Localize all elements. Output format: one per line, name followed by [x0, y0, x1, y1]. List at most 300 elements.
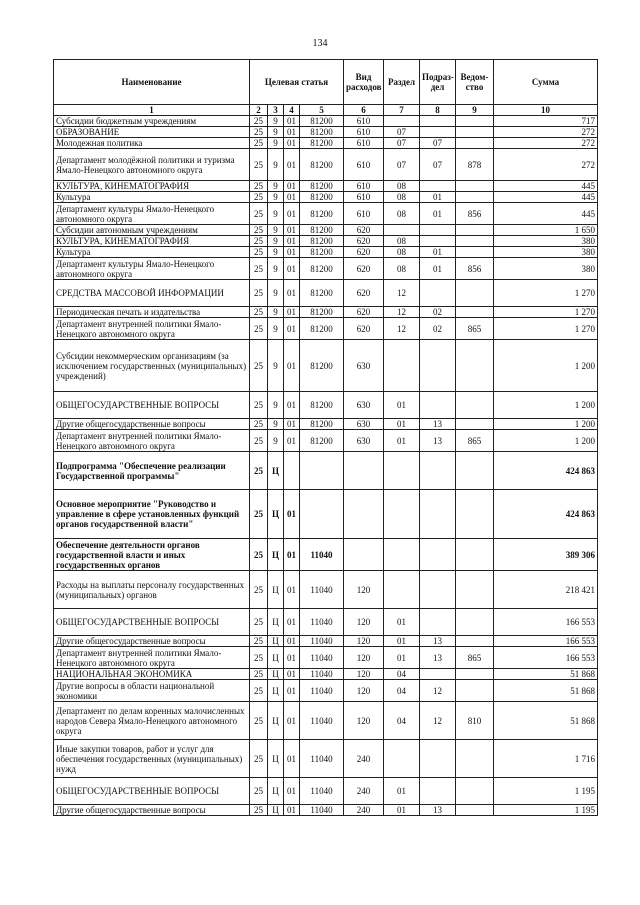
row-direction: 11040 — [300, 778, 344, 805]
row-department — [456, 539, 494, 571]
row-sum: 272 — [494, 138, 598, 149]
row-department — [456, 247, 494, 258]
row-name: Департамент культуры Ямало-Ненецкого автономного округа — [54, 203, 250, 225]
row-department — [456, 669, 494, 680]
table-row — [54, 609, 598, 636]
row-program: 25 — [250, 647, 268, 669]
row-department — [456, 805, 494, 816]
row-subprogram: 9 — [268, 258, 284, 280]
row-direction: 81200 — [300, 225, 344, 236]
table-row — [54, 192, 598, 203]
row-sum: 445 — [494, 192, 598, 203]
row-subprogram: Ц — [268, 680, 284, 702]
row-expense-type: 120 — [344, 680, 384, 702]
row-direction: 81200 — [300, 127, 344, 138]
row-expense-type: 620 — [344, 225, 384, 236]
row-section: 01 — [384, 636, 420, 647]
row-name: ОБЩЕГОСУДАРСТВЕННЫЕ ВОПРОСЫ — [54, 392, 250, 419]
row-sum: 380 — [494, 236, 598, 247]
row-expense-type: 630 — [344, 340, 384, 392]
row-section: 08 — [384, 236, 420, 247]
row-event: 01 — [284, 392, 300, 419]
table-row — [54, 702, 598, 740]
row-sum: 445 — [494, 181, 598, 192]
row-name: Периодическая печать и издательства — [54, 307, 250, 318]
row-name: Культура — [54, 247, 250, 258]
row-name: Подпрограмма "Обеспечение реализации Государственной программы" — [54, 452, 250, 490]
row-program: 25 — [250, 430, 268, 452]
row-direction: 81200 — [300, 280, 344, 307]
row-name: Иные закупки товаров, работ и услуг для обеспечения государственных (муниципальных) нужд — [54, 740, 250, 778]
row-sum: 1 650 — [494, 225, 598, 236]
row-name: Субсидии бюджетным учреждениям — [54, 116, 250, 127]
table-row — [54, 680, 598, 702]
row-section — [384, 340, 420, 392]
row-name: Основное мероприятие "Руководство и управление в сфере установленных функций органов государственной власти" — [54, 490, 250, 539]
row-subsection — [420, 127, 456, 138]
table-row — [54, 127, 598, 138]
table-row — [54, 340, 598, 392]
row-department — [456, 236, 494, 247]
row-name: КУЛЬТУРА, КИНЕМАТОГРАФИЯ — [54, 181, 250, 192]
row-department — [456, 680, 494, 702]
row-subprogram: 9 — [268, 225, 284, 236]
row-sum: 1 270 — [494, 280, 598, 307]
row-subsection — [420, 116, 456, 127]
row-expense-type: 630 — [344, 392, 384, 419]
table-row — [54, 181, 598, 192]
row-name: Департамент внутренней политики Ямало-Ненецкого автономного округа — [54, 430, 250, 452]
row-name: Департамент молодёжной политики и туризма Ямало-Ненецкого автономного округа — [54, 149, 250, 181]
row-direction: 81200 — [300, 307, 344, 318]
row-subsection — [420, 280, 456, 307]
row-event: 01 — [284, 340, 300, 392]
row-program: 25 — [250, 805, 268, 816]
row-sum: 272 — [494, 127, 598, 138]
row-expense-type: 620 — [344, 247, 384, 258]
row-program: 25 — [250, 138, 268, 149]
row-expense-type: 610 — [344, 149, 384, 181]
row-program: 25 — [250, 181, 268, 192]
row-subprogram: Ц — [268, 609, 284, 636]
row-subprogram: 9 — [268, 392, 284, 419]
row-section: 01 — [384, 778, 420, 805]
row-program: 25 — [250, 490, 268, 539]
row-subsection — [420, 609, 456, 636]
row-event: 01 — [284, 539, 300, 571]
row-event: 01 — [284, 647, 300, 669]
row-direction: 11040 — [300, 636, 344, 647]
table-row — [54, 571, 598, 609]
table-row — [54, 116, 598, 127]
row-direction: 11040 — [300, 805, 344, 816]
row-event: 01 — [284, 138, 300, 149]
row-name: КУЛЬТУРА, КИНЕМАТОГРАФИЯ — [54, 236, 250, 247]
row-expense-type — [344, 490, 384, 539]
row-program: 25 — [250, 340, 268, 392]
row-program: 25 — [250, 116, 268, 127]
row-sum: 51 868 — [494, 669, 598, 680]
row-section: 07 — [384, 149, 420, 181]
row-event: 01 — [284, 430, 300, 452]
row-event: 01 — [284, 680, 300, 702]
row-name: Другие вопросы в области национальной экономики — [54, 680, 250, 702]
row-subsection — [420, 340, 456, 392]
row-subprogram: Ц — [268, 740, 284, 778]
row-section: 07 — [384, 138, 420, 149]
row-expense-type: 240 — [344, 740, 384, 778]
row-event: 01 — [284, 247, 300, 258]
row-direction: 81200 — [300, 138, 344, 149]
row-program: 25 — [250, 307, 268, 318]
row-expense-type — [344, 452, 384, 490]
row-subprogram: 9 — [268, 138, 284, 149]
row-expense-type: 240 — [344, 805, 384, 816]
row-name: Другие общегосударственные вопросы — [54, 636, 250, 647]
row-section — [384, 490, 420, 539]
row-event: 01 — [284, 116, 300, 127]
row-section: 04 — [384, 702, 420, 740]
row-section: 04 — [384, 669, 420, 680]
row-expense-type: 620 — [344, 307, 384, 318]
column-number: 10 — [494, 105, 598, 116]
table-row — [54, 452, 598, 490]
header-name: Наименование — [54, 60, 250, 105]
table-row — [54, 636, 598, 647]
row-name: Молодежная политика — [54, 138, 250, 149]
column-number: 4 — [284, 105, 300, 116]
row-program: 25 — [250, 419, 268, 430]
row-section — [384, 571, 420, 609]
row-department — [456, 571, 494, 609]
row-program: 25 — [250, 702, 268, 740]
row-section: 01 — [384, 392, 420, 419]
row-section: 08 — [384, 192, 420, 203]
row-section: 12 — [384, 280, 420, 307]
header-subsection: Подраз-дел — [420, 60, 456, 105]
table-body — [54, 116, 598, 816]
row-subprogram: 9 — [268, 181, 284, 192]
row-department — [456, 307, 494, 318]
table-row — [54, 392, 598, 419]
row-subprogram: 9 — [268, 247, 284, 258]
column-number: 7 — [384, 105, 420, 116]
row-section: 08 — [384, 247, 420, 258]
row-name: СРЕДСТВА МАССОВОЙ ИНФОРМАЦИИ — [54, 280, 250, 307]
row-expense-type: 630 — [344, 419, 384, 430]
row-department — [456, 452, 494, 490]
row-sum: 1 195 — [494, 778, 598, 805]
row-sum: 51 868 — [494, 702, 598, 740]
row-subsection: 02 — [420, 318, 456, 340]
row-subsection — [420, 392, 456, 419]
row-sum: 424 863 — [494, 452, 598, 490]
row-name: Другие общегосударственные вопросы — [54, 805, 250, 816]
row-subsection — [420, 490, 456, 539]
row-section: 08 — [384, 203, 420, 225]
row-department: 856 — [456, 258, 494, 280]
row-subprogram: Ц — [268, 702, 284, 740]
row-expense-type: 610 — [344, 192, 384, 203]
row-department: 865 — [456, 430, 494, 452]
row-department — [456, 419, 494, 430]
row-direction: 81200 — [300, 258, 344, 280]
row-subsection: 01 — [420, 258, 456, 280]
row-subprogram: 9 — [268, 192, 284, 203]
table-row — [54, 203, 598, 225]
header-expense-type: Вид расходов — [344, 60, 384, 105]
row-subprogram: 9 — [268, 236, 284, 247]
header-section: Раздел — [384, 60, 420, 105]
row-subsection — [420, 669, 456, 680]
column-number: 1 — [54, 105, 250, 116]
row-program: 25 — [250, 609, 268, 636]
page-number: 134 — [312, 38, 328, 49]
row-sum: 1 270 — [494, 307, 598, 318]
row-direction: 81200 — [300, 116, 344, 127]
row-subprogram: Ц — [268, 539, 284, 571]
row-sum: 1 200 — [494, 419, 598, 430]
row-section: 12 — [384, 318, 420, 340]
table-row — [54, 419, 598, 430]
row-expense-type: 610 — [344, 181, 384, 192]
row-section: 07 — [384, 127, 420, 138]
table-row — [54, 539, 598, 571]
row-section: 12 — [384, 307, 420, 318]
row-program: 25 — [250, 192, 268, 203]
row-name: ОБЩЕГОСУДАРСТВЕННЫЕ ВОПРОСЫ — [54, 609, 250, 636]
row-name: Обеспечение деятельности органов государственной власти и иных государственных органов — [54, 539, 250, 571]
row-section: 01 — [384, 430, 420, 452]
row-event: 01 — [284, 702, 300, 740]
row-direction: 81200 — [300, 318, 344, 340]
row-direction: 81200 — [300, 392, 344, 419]
table-row — [54, 318, 598, 340]
row-department — [456, 609, 494, 636]
row-direction: 11040 — [300, 740, 344, 778]
row-department — [456, 138, 494, 149]
row-event: 01 — [284, 571, 300, 609]
row-subsection: 12 — [420, 680, 456, 702]
row-name: Культура — [54, 192, 250, 203]
row-program: 25 — [250, 740, 268, 778]
row-subprogram: 9 — [268, 340, 284, 392]
row-event: 01 — [284, 203, 300, 225]
table-row — [54, 258, 598, 280]
column-number: 9 — [456, 105, 494, 116]
row-subprogram: Ц — [268, 452, 284, 490]
row-direction — [300, 490, 344, 539]
row-event: 01 — [284, 669, 300, 680]
row-event: 01 — [284, 181, 300, 192]
row-department: 856 — [456, 203, 494, 225]
row-sum: 1 200 — [494, 392, 598, 419]
row-program: 25 — [250, 236, 268, 247]
row-program: 25 — [250, 149, 268, 181]
row-subsection: 13 — [420, 805, 456, 816]
row-name: Субсидии автономным учреждениям — [54, 225, 250, 236]
row-direction: 81200 — [300, 430, 344, 452]
row-program: 25 — [250, 280, 268, 307]
header-target-article: Целевая статья — [250, 60, 344, 105]
row-expense-type: 120 — [344, 636, 384, 647]
row-sum: 424 863 — [494, 490, 598, 539]
row-section — [384, 740, 420, 778]
row-section: 08 — [384, 181, 420, 192]
row-direction: 11040 — [300, 647, 344, 669]
row-event: 01 — [284, 127, 300, 138]
row-name: Департамент внутренней политики Ямало-Ненецкого автономного округа — [54, 647, 250, 669]
row-event: 01 — [284, 419, 300, 430]
row-name: Субсидии некоммерческим организациям (за исключением государственных (муниципальных) учреждений) — [54, 340, 250, 392]
row-subprogram: Ц — [268, 571, 284, 609]
row-expense-type — [344, 539, 384, 571]
table-row — [54, 669, 598, 680]
row-direction: 81200 — [300, 192, 344, 203]
row-expense-type: 120 — [344, 669, 384, 680]
row-direction: 81200 — [300, 340, 344, 392]
row-subsection: 13 — [420, 647, 456, 669]
row-event: 01 — [284, 778, 300, 805]
row-department: 865 — [456, 318, 494, 340]
row-direction: 81200 — [300, 236, 344, 247]
row-program: 25 — [250, 778, 268, 805]
row-name: Расходы на выплаты персоналу государственных (муниципальных) органов — [54, 571, 250, 609]
row-name: Департамент культуры Ямало-Ненецкого автономного округа — [54, 258, 250, 280]
row-sum: 380 — [494, 247, 598, 258]
row-direction: 81200 — [300, 203, 344, 225]
header-sum: Сумма — [494, 60, 598, 105]
row-sum: 717 — [494, 116, 598, 127]
row-sum: 1 200 — [494, 340, 598, 392]
row-subprogram: Ц — [268, 669, 284, 680]
row-subprogram: Ц — [268, 805, 284, 816]
row-program: 25 — [250, 571, 268, 609]
row-direction: 11040 — [300, 609, 344, 636]
row-event: 01 — [284, 490, 300, 539]
row-program: 25 — [250, 669, 268, 680]
row-subsection: 01 — [420, 203, 456, 225]
table-row — [54, 740, 598, 778]
row-event: 01 — [284, 280, 300, 307]
row-expense-type: 120 — [344, 647, 384, 669]
row-section: 08 — [384, 258, 420, 280]
row-sum: 1 716 — [494, 740, 598, 778]
row-subprogram: 9 — [268, 318, 284, 340]
row-sum: 389 306 — [494, 539, 598, 571]
row-program: 25 — [250, 127, 268, 138]
row-event: 01 — [284, 149, 300, 181]
table-row — [54, 149, 598, 181]
row-name: ОБЩЕГОСУДАРСТВЕННЫЕ ВОПРОСЫ — [54, 778, 250, 805]
table-row — [54, 280, 598, 307]
row-department — [456, 225, 494, 236]
row-direction: 11040 — [300, 702, 344, 740]
row-expense-type: 610 — [344, 138, 384, 149]
row-name: НАЦИОНАЛЬНАЯ ЭКОНОМИКА — [54, 669, 250, 680]
row-event: 01 — [284, 225, 300, 236]
column-number: 6 — [344, 105, 384, 116]
row-direction: 81200 — [300, 149, 344, 181]
row-event: 01 — [284, 740, 300, 778]
row-subprogram: 9 — [268, 203, 284, 225]
row-expense-type: 630 — [344, 430, 384, 452]
row-event: 01 — [284, 236, 300, 247]
row-program: 25 — [250, 392, 268, 419]
row-direction: 11040 — [300, 571, 344, 609]
column-number: 8 — [420, 105, 456, 116]
row-expense-type: 120 — [344, 571, 384, 609]
row-sum: 51 868 — [494, 680, 598, 702]
row-section — [384, 116, 420, 127]
table-row — [54, 647, 598, 669]
row-department — [456, 392, 494, 419]
row-department — [456, 181, 494, 192]
row-department: 810 — [456, 702, 494, 740]
row-event: 01 — [284, 192, 300, 203]
row-subsection: 01 — [420, 247, 456, 258]
row-subprogram: 9 — [268, 116, 284, 127]
row-department — [456, 280, 494, 307]
row-sum: 166 553 — [494, 647, 598, 669]
row-direction: 81200 — [300, 419, 344, 430]
row-subsection — [420, 740, 456, 778]
row-subsection: 13 — [420, 636, 456, 647]
row-subprogram: Ц — [268, 647, 284, 669]
row-subprogram: 9 — [268, 419, 284, 430]
row-sum: 445 — [494, 203, 598, 225]
row-department — [456, 740, 494, 778]
row-subsection — [420, 181, 456, 192]
row-direction: 11040 — [300, 539, 344, 571]
row-name: Департамент по делам коренных малочисленных народов Севера Ямало-Ненецкого автономного округа — [54, 702, 250, 740]
row-department — [456, 490, 494, 539]
row-subsection — [420, 778, 456, 805]
row-name: Другие общегосударственные вопросы — [54, 419, 250, 430]
row-expense-type: 620 — [344, 318, 384, 340]
table-row — [54, 307, 598, 318]
header-department: Ведом-ство — [456, 60, 494, 105]
row-expense-type: 610 — [344, 127, 384, 138]
row-subprogram: 9 — [268, 280, 284, 307]
row-department — [456, 778, 494, 805]
row-department — [456, 192, 494, 203]
row-direction: 81200 — [300, 181, 344, 192]
row-event: 01 — [284, 258, 300, 280]
row-program: 25 — [250, 539, 268, 571]
column-numbers-row — [54, 105, 598, 116]
row-sum: 166 553 — [494, 636, 598, 647]
row-department — [456, 340, 494, 392]
row-sum: 218 421 — [494, 571, 598, 609]
table-row — [54, 236, 598, 247]
row-expense-type: 240 — [344, 778, 384, 805]
table-row — [54, 778, 598, 805]
row-sum: 166 553 — [494, 609, 598, 636]
row-sum: 272 — [494, 149, 598, 181]
row-name: Департамент внутренней политики Ямало-Ненецкого автономного округа — [54, 318, 250, 340]
row-direction: 11040 — [300, 669, 344, 680]
row-sum: 1 200 — [494, 430, 598, 452]
row-program: 25 — [250, 258, 268, 280]
row-event — [284, 452, 300, 490]
row-subsection — [420, 539, 456, 571]
budget-table — [53, 59, 598, 816]
row-direction: 11040 — [300, 680, 344, 702]
row-expense-type: 620 — [344, 236, 384, 247]
row-event: 01 — [284, 636, 300, 647]
row-subsection: 12 — [420, 702, 456, 740]
